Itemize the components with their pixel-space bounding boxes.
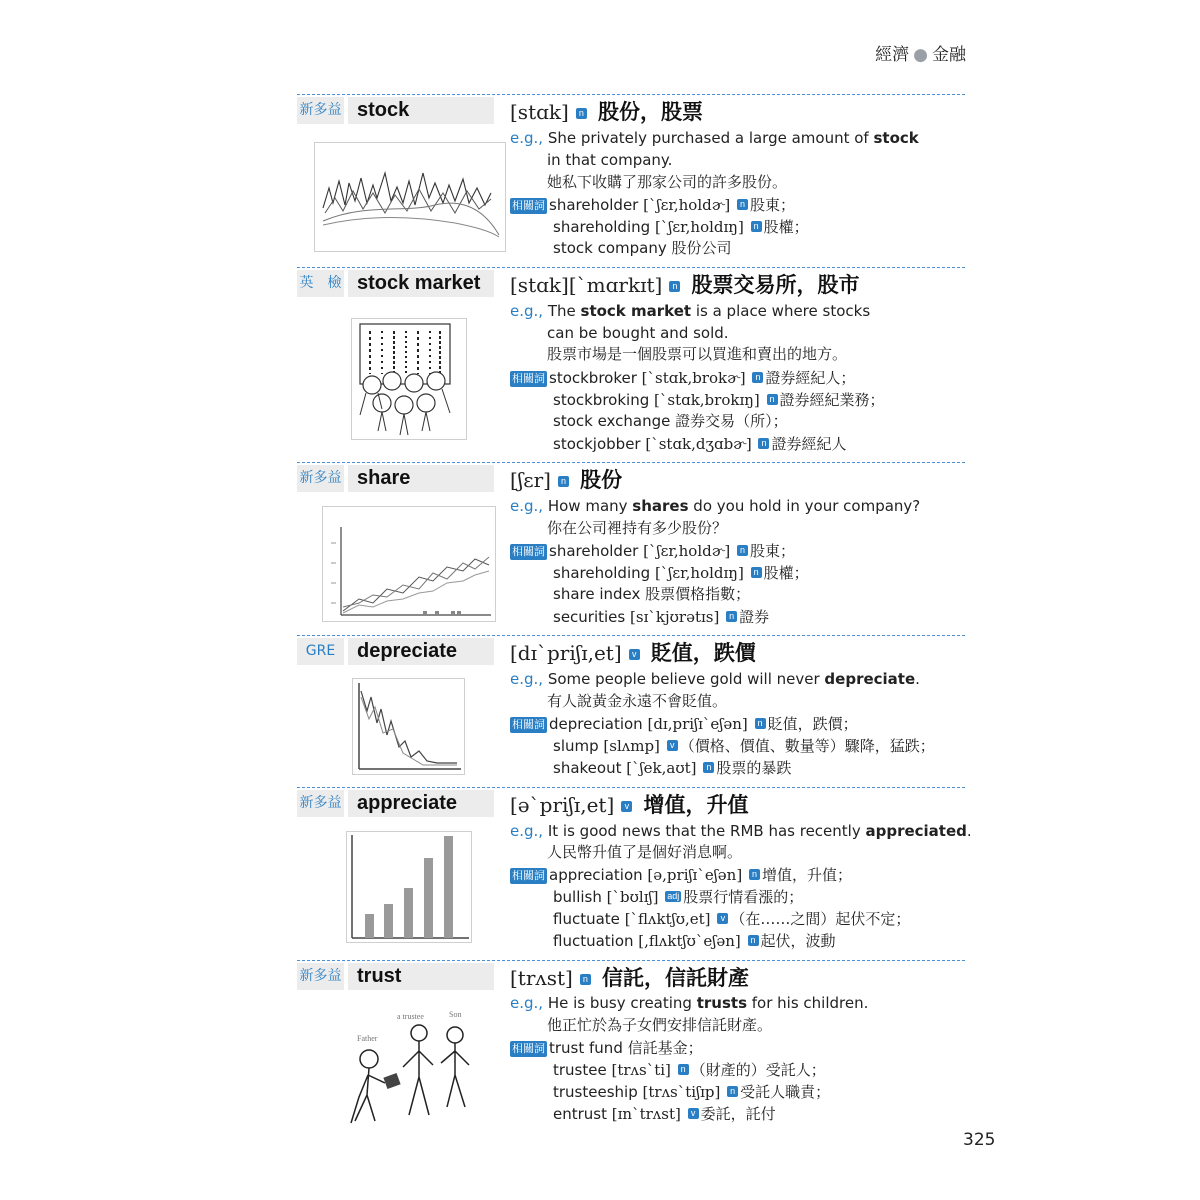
pronunciation: [ʃɛr] xyxy=(510,468,551,492)
example-continued: can be bought and sold. xyxy=(547,324,729,342)
example-translation: 人民幣升值了是個好消息啊。 xyxy=(547,843,743,861)
definition-line xyxy=(510,790,748,820)
pronunciation: [dɪˋpriʃɪ,et] xyxy=(510,641,622,665)
related-words-badge: 相關詞 xyxy=(512,869,545,882)
entry-depreciate xyxy=(297,635,965,777)
eg-label: e.g., xyxy=(510,129,544,147)
headword-bar xyxy=(297,638,494,665)
example-continued: in that company. xyxy=(547,151,673,169)
example-sentence: e.g., He is busy creating trusts for his children. xyxy=(510,994,869,1012)
example-sentence: e.g., How many shares do you hold in your company? xyxy=(510,497,921,515)
example-translation: 她私下收購了那家公司的許多股份。 xyxy=(547,173,788,191)
definition-line xyxy=(510,963,749,993)
entry-stock xyxy=(297,94,965,257)
related-word: shakeout [ˋʃek,aʊt] n 股票的暴跌 xyxy=(553,759,792,777)
appreciate-illustration xyxy=(346,831,472,943)
section-title-finance: 金融 xyxy=(932,45,966,65)
exam-tag: GRE xyxy=(297,638,344,665)
example-sentence: e.g., The stock market is a place where stocks xyxy=(510,302,871,320)
related-word: trusteeship [trʌsˋtiʃɪp] n 受託人職責； xyxy=(553,1083,831,1101)
definition-line xyxy=(510,638,756,668)
example-keyword: shares xyxy=(632,497,689,515)
definition-line xyxy=(510,270,860,300)
pronunciation: [stɑk][ˋmɑrkɪt] xyxy=(510,273,663,297)
example-translation: 股票市場是一個股票可以買進和賣出的地方。 xyxy=(547,345,848,363)
example-keyword: stock market xyxy=(580,302,692,320)
related-words-badge: 相關詞 xyxy=(512,199,545,212)
headword: stock xyxy=(357,99,410,121)
exam-tag: 新多益 xyxy=(297,963,344,990)
entry-stock-market xyxy=(297,267,965,453)
example-keyword: depreciate xyxy=(824,670,916,688)
rising-lines-chart-sketch xyxy=(323,507,495,621)
related-word: shareholding [ˋʃɛr,holdɪŋ] n 股權； xyxy=(553,218,809,236)
related-word: 相關詞 shareholder [ˋʃɛr,holdɚ] n 股東； xyxy=(512,542,796,560)
headword-bar xyxy=(297,465,494,492)
crowd-at-board-sketch xyxy=(352,319,466,439)
section-header xyxy=(875,40,966,65)
example-translation: 有人說黃金永遠不會貶值。 xyxy=(547,692,728,710)
headword: trust xyxy=(357,965,402,987)
part-of-speech-badge: n xyxy=(669,281,680,292)
meaning: 股份，股票 xyxy=(598,100,704,124)
example-keyword: trusts xyxy=(696,994,747,1012)
related-word: fluctuate [ˋflʌktʃʊ,et] v （在……之間）起伏不定； xyxy=(553,910,911,928)
eg-label: e.g., xyxy=(510,822,544,840)
example-sentence: e.g., It is good news that the RMB has recently appreciated. xyxy=(510,822,972,840)
related-word: stock exchange 證券交易（所）； xyxy=(553,412,788,430)
related-word: stockjobber [ˋstɑk,dʒɑbɚ] n 證券經紀人 xyxy=(553,435,847,453)
separator-dot-icon: ● xyxy=(913,45,928,65)
entry-appreciate xyxy=(297,787,972,950)
exam-tag: 英 檢 xyxy=(297,270,344,297)
related-word: trustee [trʌsˋti] n （財產的）受託人； xyxy=(553,1061,826,1079)
related-word: shareholding [ˋʃɛr,holdɪŋ] n 股權； xyxy=(553,564,809,582)
related-words-badge: 相關詞 xyxy=(512,545,545,558)
pronunciation: [əˋpriʃɪ,et] xyxy=(510,793,615,817)
related-word: 相關詞 stockbroker [ˋstɑk,brokɚ] n 證券經紀人； xyxy=(512,369,856,387)
headword-bar xyxy=(297,97,494,124)
related-word: fluctuation [,flʌktʃʊˋeʃən] n 起伏，波動 xyxy=(553,932,836,950)
related-word: securities [sɪˋkjʊrətɪs] n 證券 xyxy=(553,608,770,626)
meaning: 股份 xyxy=(580,468,623,492)
stock-illustration xyxy=(314,142,506,252)
headword: appreciate xyxy=(357,792,458,814)
related-words-badge: 相關詞 xyxy=(512,372,545,385)
example-translation: 你在公司裡持有多少股份？ xyxy=(547,519,728,537)
exam-tag: 新多益 xyxy=(297,465,344,492)
eg-label: e.g., xyxy=(510,497,544,515)
share-illustration xyxy=(322,506,496,622)
related-word: 相關詞 appreciation [ə,priʃɪˋeʃən] n 增值，升值； xyxy=(512,866,852,884)
eg-label: e.g., xyxy=(510,670,544,688)
depreciate-illustration xyxy=(352,678,465,775)
stock-market-illustration xyxy=(351,318,467,440)
meaning: 信託，信託財產 xyxy=(602,966,749,990)
part-of-speech-badge: n xyxy=(576,108,587,119)
related-word: bullish [ˋbʊlɪʃ] adj 股票行情看漲的； xyxy=(553,888,804,906)
definition-line xyxy=(510,97,703,127)
part-of-speech-badge: v xyxy=(621,801,632,812)
headword: stock market xyxy=(357,272,481,294)
part-of-speech-badge: n xyxy=(558,476,569,487)
related-words-badge: 相關詞 xyxy=(512,718,545,731)
falling-line-chart-sketch xyxy=(353,679,464,774)
example-keyword: appreciated xyxy=(865,822,967,840)
trustee-family-sketch xyxy=(337,1003,489,1133)
headword-bar xyxy=(297,270,494,297)
rising-bar-chart-sketch xyxy=(347,832,471,942)
related-word: 相關詞 trust fund 信託基金； xyxy=(512,1039,703,1057)
label-father: Father xyxy=(357,1034,378,1043)
related-words-badge: 相關詞 xyxy=(512,1042,545,1055)
example-sentence: e.g., Some people believe gold will never depreciate. xyxy=(510,670,920,688)
example-sentence: e.g., She privately purchased a large amount of stock xyxy=(510,129,919,147)
related-word: stockbroking [ˋstɑk,brokɪŋ] n 證券經紀業務； xyxy=(553,391,885,409)
headword: share xyxy=(357,467,411,489)
exam-tag: 新多益 xyxy=(297,790,344,817)
trust-illustration xyxy=(337,1003,489,1133)
related-word: stock company 股份公司 xyxy=(553,239,732,257)
headword: depreciate xyxy=(357,640,458,662)
related-word: 相關詞 shareholder [ˋʃɛr,holdɚ] n 股東； xyxy=(512,196,796,214)
page-number: 325 xyxy=(963,1130,996,1150)
pronunciation: [stɑk] xyxy=(510,100,569,124)
eg-label: e.g., xyxy=(510,302,544,320)
headword-bar xyxy=(297,790,494,817)
pronunciation: [trʌst] xyxy=(510,966,573,990)
fluctuating-lines-sketch xyxy=(315,143,505,251)
exam-tag: 新多益 xyxy=(297,97,344,124)
section-title-economy: 經濟 xyxy=(875,45,910,65)
entry-share xyxy=(297,462,965,626)
meaning: 貶值，跌價 xyxy=(650,641,756,665)
example-keyword: stock xyxy=(873,129,919,147)
related-word: 相關詞 depreciation [dɪ,priʃɪˋeʃən] n 貶值，跌價； xyxy=(512,715,858,733)
headword-bar xyxy=(297,963,494,990)
related-word: entrust [ɪnˋtrʌst] v 委託，託付 xyxy=(553,1105,776,1123)
example-translation: 他正忙於為子女們安排信託財產。 xyxy=(547,1016,773,1034)
definition-line xyxy=(510,465,622,495)
part-of-speech-badge: n xyxy=(580,974,591,985)
label-trustee: a trustee xyxy=(397,1012,424,1021)
part-of-speech-badge: v xyxy=(629,649,640,660)
entry-trust xyxy=(297,960,965,1123)
label-son: Son xyxy=(449,1010,462,1019)
eg-label: e.g., xyxy=(510,994,544,1012)
related-word: share index 股票價格指數； xyxy=(553,585,751,603)
meaning: 股票交易所，股市 xyxy=(691,273,860,297)
related-word: slump [slʌmp] v （價格、價值、數量等）驟降，猛跌； xyxy=(553,737,935,755)
meaning: 增值，升值 xyxy=(643,793,749,817)
